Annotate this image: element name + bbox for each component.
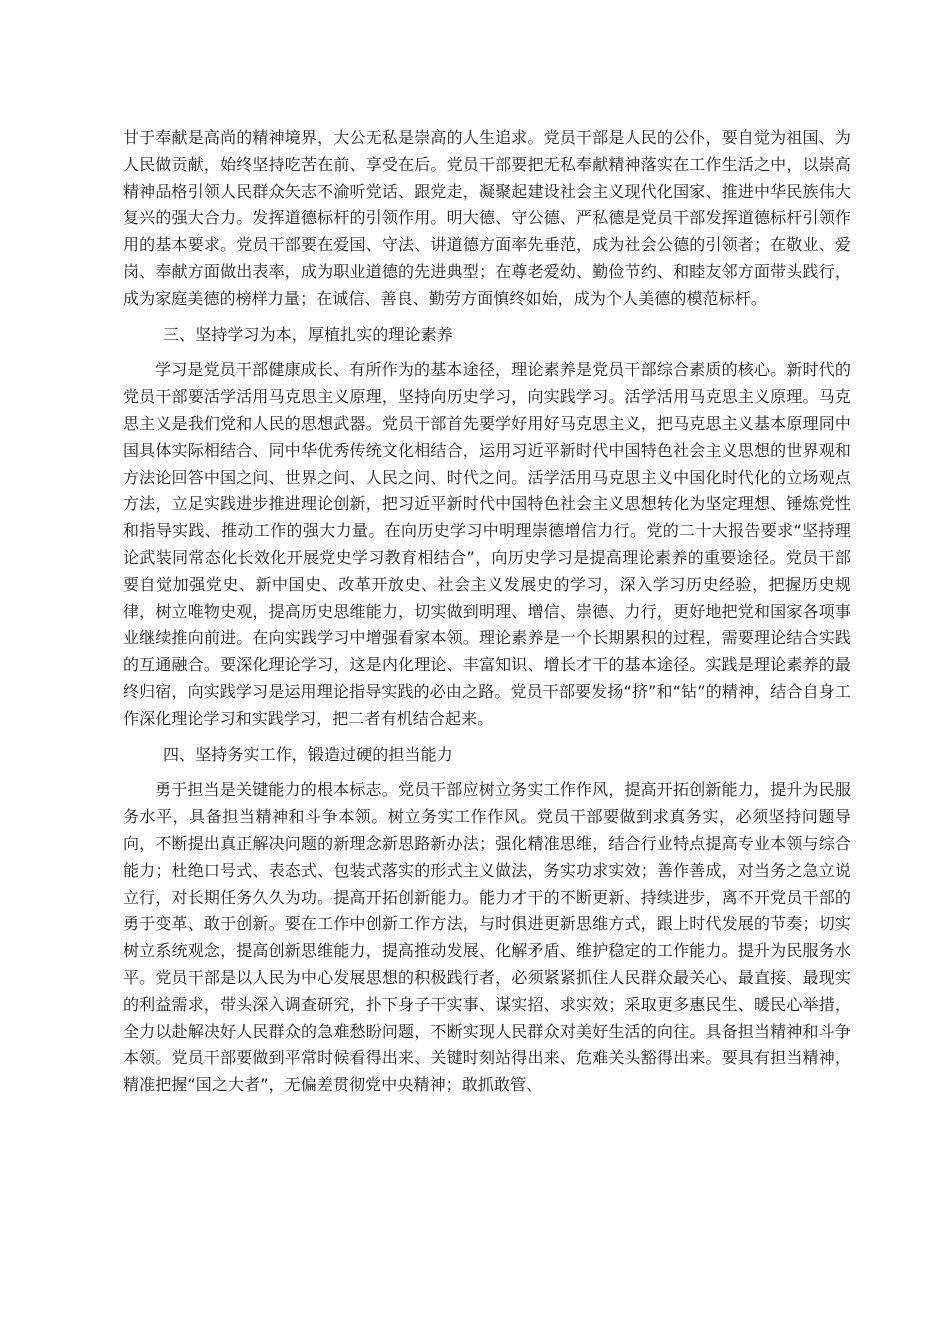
- body-paragraph-2: 学习是党员干部健康成长、有所作为的基本途径，理论素养是党员干部综合素质的核心。新时代的党员干部要活学活用马克思主义原理，坚持向历史学习，向实践学习。活学活用马克思主义原理。马克思主义是我们党和人民的思想武器。党员干部首先要学好用好马克思主义，把马克思主义基本原理同中国具体实际相结合、同中华优秀传统文化相结合，运用习近平新时代中国特色社会主义思想的世界观和方法论回答中国之问、世界之问、人民之问、时代之问。活学活用马克思主义中国化时代化的立场观点方法，立足实践进步推进理论创新，把习近平新时代中国特色社会主义思想转化为坚定理想、锤炼党性和指导实践、推动工作的强大力量。在向历史学习中明理崇德增信力行。党的二十大报告要求“坚持理论武装同常态化长效化开展党史学习教育相结合”，向历史学习是提高理论素养的重要途径。党员干部要自觉加强党史、新中国史、改革开放史、社会主义发展史的学习，深入学习历史经验，把握历史规律，树立唯物史观，提高历史思维能力，切实做到明理、增信、崇德、力行，更好地把党和国家各项事业继续推向前进。在向实践学习中增强看家本领。理论素养是一个长期累积的过程，需要理论结合实践的互通融合。要深化理论学习，这是内化理论、丰富知识、增长才干的基本途径。实践是理论素养的最终归宿，向实践学习是运用理论指导实践的必由之路。党员干部要发扬“挤”和“钻”的精神，结合自身工作深化理论学习和实践学习，把二者有机结合起来。: [123, 360, 851, 728]
- section-heading-4: 四、坚持务实工作，锻造过硬的担当能力: [163, 744, 453, 764]
- section-heading-3: 三、坚持学习为本，厚植扎实的理论素养: [163, 324, 453, 344]
- body-paragraph-1: 甘于奉献是高尚的精神境界，大公无私是崇高的人生追求。党员干部是人民的公仆，要自觉为祖国、为人民做贡献，始终坚持吃苦在前、享受在后。党员干部要把无私奉献精神落实在工作生活之中，以崇高精神品格引领人民群众矢志不渝听党话、跟党走，凝聚起建设社会主义现代化国家、推进中华民族伟大复兴的强大合力。发挥道德标杆的引领作用。明大德、守公德、严私德是党员干部发挥道德标杆引领作用的基本要求。党员干部要在爱国、守法、讲道德方面率先垂范，成为社会公德的引领者；在敬业、爱岗、奉献方面做出表率，成为职业道德的先进典型；在尊老爱幼、勤俭节约、和睦友邻方面带头践行，成为家庭美德的榜样力量；在诚信、善良、勤劳方面慎终如始，成为个人美德的模范标杆。: [123, 128, 851, 308]
- body-paragraph-3: 勇于担当是关键能力的根本标志。党员干部应树立务实工作作风，提高开拓创新能力，提升为民服务水平，具备担当精神和斗争本领。树立务实工作作风。党员干部要做到求真务实，必须坚持问题导向，不断提出真正解决问题的新理念新思路新办法；强化精准思维，结合行业特点提高专业本领与综合能力；杜绝口号式、表态式、包装式落实的形式主义做法，务实功求实效；善作善成，对当务之急立说立行，对长期任务久久为功。提高开拓创新能力。能力才干的不断更新、持续进步，离不开党员干部的勇于变革、敢于创新。要在工作中创新工作方法，与时俱进更新思维方式，跟上时代发展的节奏；切实树立系统观念，提高创新思维能力，提高推动发展、化解矛盾、维护稳定的工作能力。提升为民服务水平。党员干部是以人民为中心发展思想的积极践行者，必须紧紧抓住人民群众最关心、最直接、最现实的利益需求，带头深入调查研究，扑下身子干实事、谋实招、求实效；采取更多惠民生、暖民心举措，全力以赴解决好人民群众的急难愁盼问题，不断实现人民群众对美好生活的向往。具备担当精神和斗争本领。党员干部要做到平常时候看得出来、关键时刻站得出来、危难关头豁得出来。要具有担当精神，精准把握“国之大者”，无偏差贯彻党中央精神；敢抓敢管、: [123, 780, 851, 1095]
- document-page: [123, 125, 851, 1108]
